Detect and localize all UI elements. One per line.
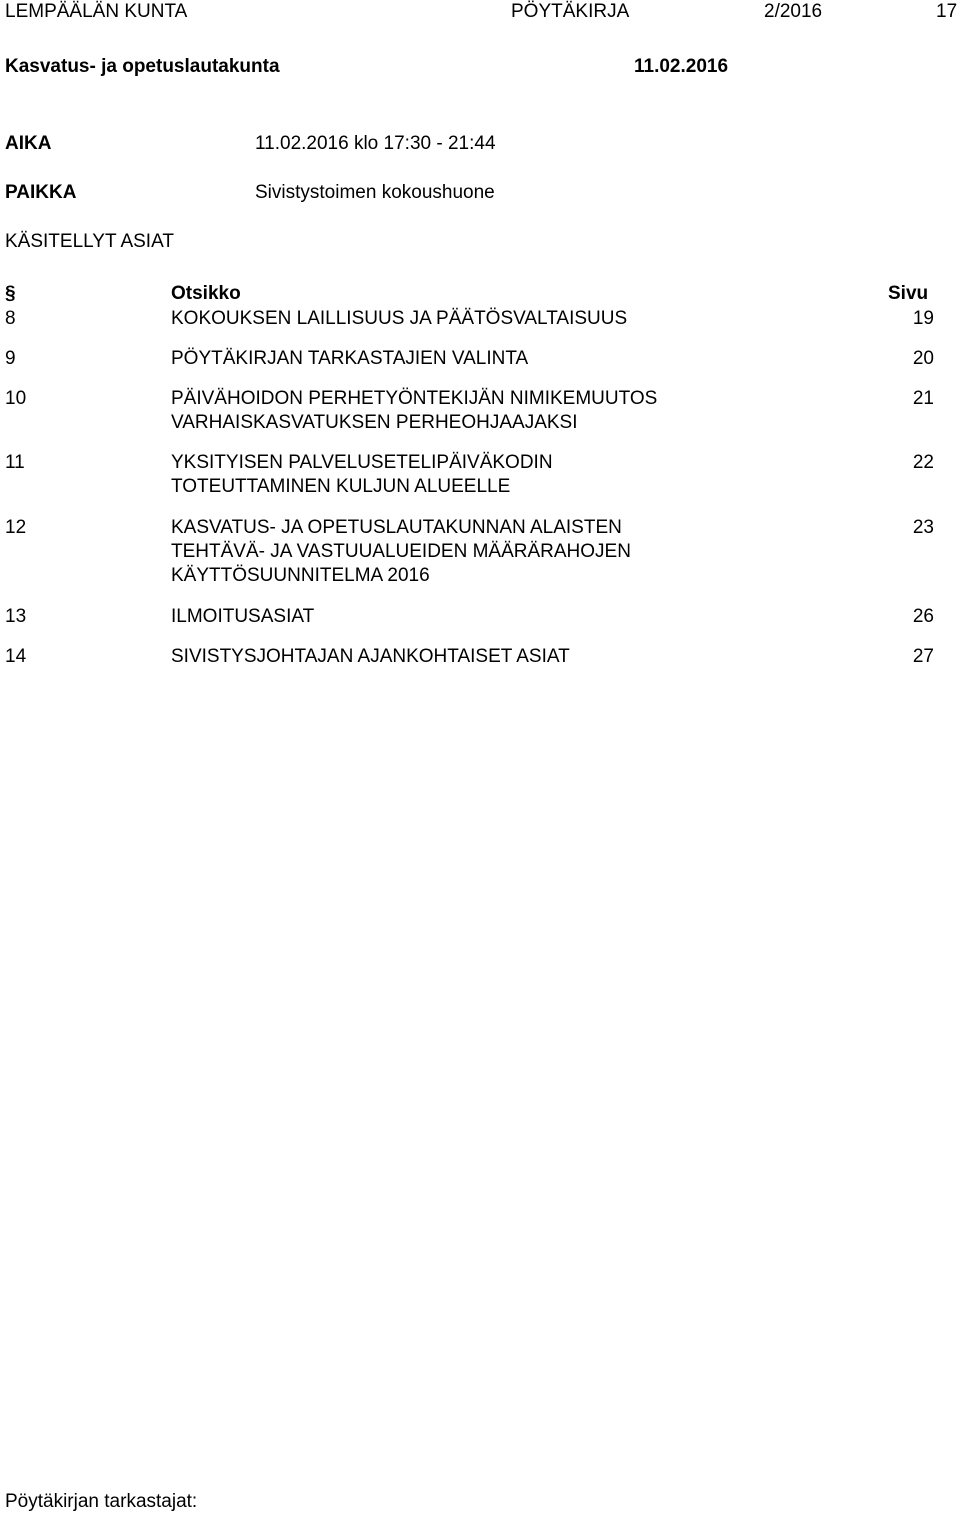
place-label: PAIKKA — [5, 182, 77, 203]
page-column-header: Sivu — [888, 283, 929, 304]
organization-name: LEMPÄÄLÄN KUNTA — [5, 1, 188, 22]
item-number: 9 — [5, 348, 16, 369]
time-label: AIKA — [5, 133, 52, 154]
item-page: 20 — [912, 348, 934, 369]
item-title: PÄIVÄHOIDON PERHETYÖNTEKIJÄN NIMIKEMUUTOS VARHAISKASVATUKSEN PERHEOHJAAJAKSI — [171, 388, 658, 433]
time-value: 11.02.2016 klo 17:30 - 21:44 — [255, 133, 496, 154]
item-page: 23 — [912, 517, 934, 538]
page-number: 17 — [936, 1, 958, 22]
item-page: 19 — [912, 308, 934, 329]
item-number: 12 — [5, 517, 27, 538]
item-number: 11 — [5, 452, 25, 473]
item-number: 8 — [5, 308, 16, 329]
title-column-header: Otsikko — [171, 283, 241, 304]
section-sign-header: § — [5, 283, 16, 304]
item-title: KOKOUKSEN LAILLISUUS JA PÄÄTÖSVALTAISUUS — [171, 308, 628, 329]
item-title: YKSITYISEN PALVELUSETELIPÄIVÄKODIN TOTEUTTAMINEN KULJUN ALUEELLE — [171, 452, 553, 497]
item-title: KASVATUS- JA OPETUSLAUTAKUNNAN ALAISTEN TEHTÄVÄ- JA VASTUUALUEIDEN MÄÄRÄRAHOJEN KÄYTTÖSUUNNITELMA 2016 — [171, 517, 631, 586]
document-type: PÖYTÄKIRJA — [511, 1, 630, 22]
board-date: 11.02.2016 — [634, 56, 729, 77]
item-number: 13 — [5, 606, 27, 627]
document-number: 2/2016 — [764, 1, 823, 22]
item-page: 26 — [912, 606, 934, 627]
agenda-heading: KÄSITELLYT ASIAT — [5, 231, 174, 252]
signers-label: Pöytäkirjan tarkastajat: — [5, 1491, 198, 1512]
item-title: ILMOITUSASIAT — [171, 606, 315, 627]
item-title: PÖYTÄKIRJAN TARKASTAJIEN VALINTA — [171, 348, 529, 369]
item-page: 27 — [912, 646, 934, 667]
board-name: Kasvatus- ja opetuslautakunta — [5, 56, 280, 77]
item-page: 22 — [912, 452, 934, 473]
place-value: Sivistystoimen kokoushuone — [255, 182, 495, 203]
item-number: 10 — [5, 388, 27, 409]
item-page: 21 — [912, 388, 934, 409]
item-title: SIVISTYSJOHTAJAN AJANKOHTAISET ASIAT — [171, 646, 570, 667]
item-number: 14 — [5, 646, 27, 667]
